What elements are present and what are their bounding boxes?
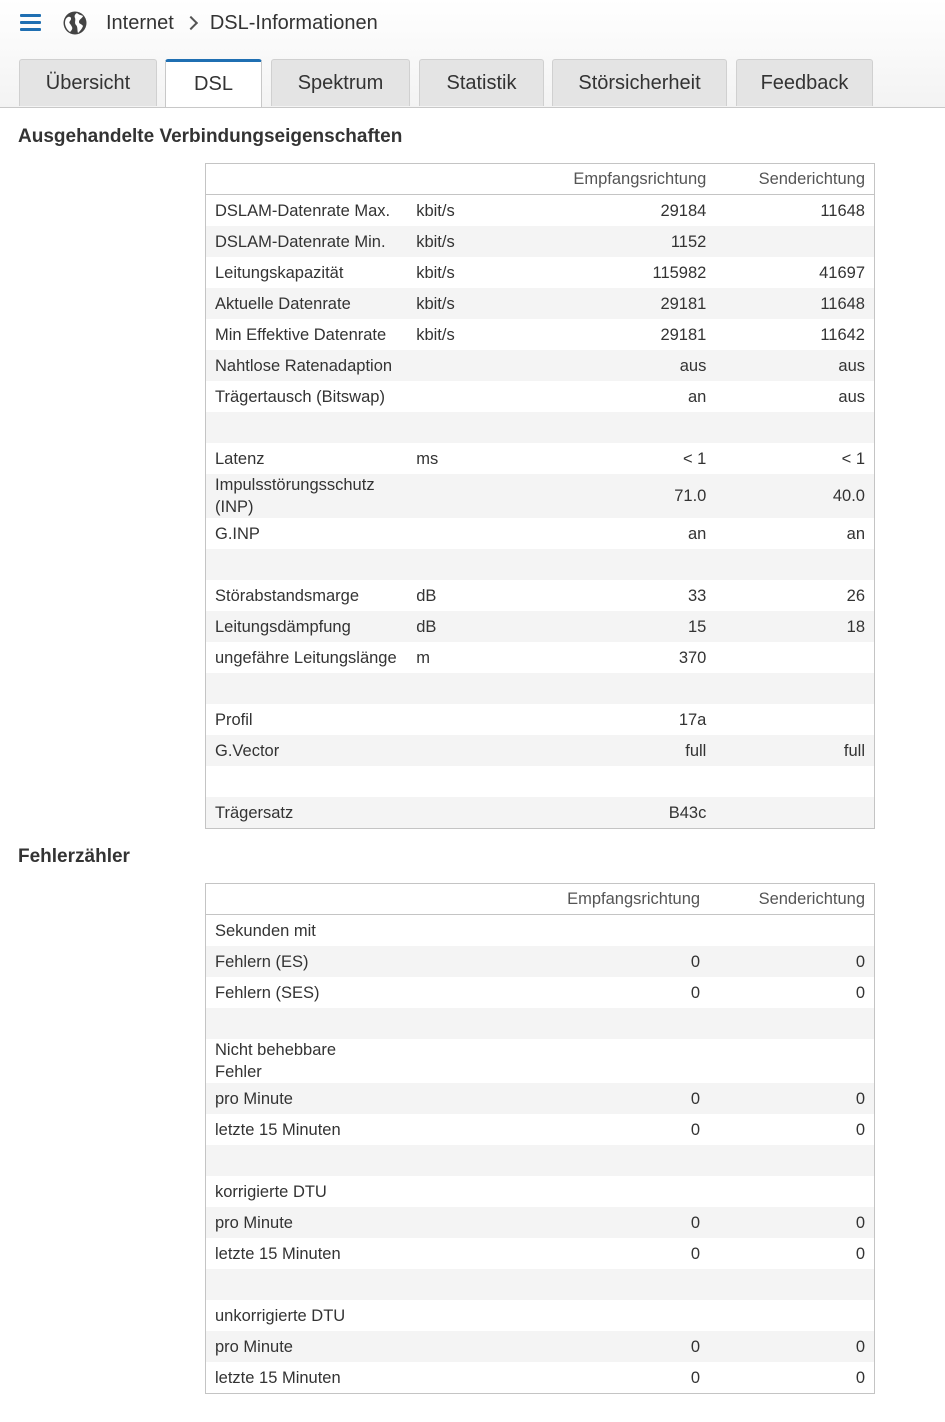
row-label: DSLAM-Datenrate Min. [206,226,408,257]
row-value-rx: 115982 [508,257,716,288]
row-value-tx [715,673,874,704]
table-row [206,977,875,1008]
row-value-tx [709,1300,874,1331]
section-title-connection: Ausgehandelte Verbindungseigenschaften [18,126,403,147]
row-unit: dB [407,580,508,611]
row-value-rx [508,549,716,580]
tab-dsl[interactable]: DSL [165,59,262,108]
table-row [206,1269,875,1300]
row-label: G.Vector [206,735,408,766]
row-value-tx: 11648 [715,288,874,319]
tab-uebersicht[interactable]: Übersicht [19,59,157,106]
row-label [206,412,408,443]
row-unit [393,1362,491,1394]
row-value-tx: aus [715,350,874,381]
row-value-rx: 0 [491,1083,709,1114]
row-label [206,673,408,704]
row-unit: dB [407,611,508,642]
row-value-tx [715,412,874,443]
row-unit: kbit/s [407,226,508,257]
row-label: Störabstandsmarge [206,580,408,611]
row-value-tx: aus [715,381,874,412]
row-value-tx: 0 [709,1114,874,1145]
table-row [206,1114,875,1145]
row-value-tx [709,1269,874,1300]
row-unit [393,1083,491,1114]
row-unit: kbit/s [407,288,508,319]
breadcrumb [106,10,378,36]
table-row [206,319,875,350]
table-row [206,1300,875,1331]
row-label: Fehlern (ES) [206,946,394,977]
row-label: pro Minute [206,1083,394,1114]
row-value-rx: 15 [508,611,716,642]
row-value-tx: 18 [715,611,874,642]
table-row [206,766,875,797]
row-unit [407,518,508,549]
row-unit: kbit/s [407,257,508,288]
row-label: Sekunden mit [206,915,394,947]
table-row [206,915,875,947]
tab-stoersicherheit[interactable]: Störsicherheit [552,59,727,106]
row-value-rx: 29181 [508,319,716,350]
row-unit [407,350,508,381]
row-label: korrigierte DTU [206,1176,394,1207]
row-value-tx: 0 [709,1083,874,1114]
row-value-tx: 0 [709,946,874,977]
row-unit [393,1331,491,1362]
table-row [206,797,875,829]
table-row [206,1238,875,1269]
row-unit [393,1176,491,1207]
row-value-tx: 40.0 [715,474,874,518]
row-value-rx: 0 [491,1207,709,1238]
row-value-tx: an [715,518,874,549]
table-row [206,257,875,288]
column-header [206,884,394,915]
row-label: Aktuelle Datenrate [206,288,408,319]
table-row [206,412,875,443]
table-header-row [206,164,875,195]
row-value-rx: B43c [508,797,716,829]
row-label: Trägertausch (Bitswap) [206,381,408,412]
row-unit: ms [407,443,508,474]
row-value-tx: 41697 [715,257,874,288]
row-unit [407,704,508,735]
row-label: Latenz [206,443,408,474]
hamburger-menu-icon[interactable] [19,12,43,32]
row-unit [407,735,508,766]
row-value-rx: 33 [508,580,716,611]
table-row [206,735,875,766]
row-label: letzte 15 Minuten [206,1362,394,1394]
table-row [206,642,875,673]
row-unit [393,1008,491,1039]
row-label: Fehlern (SES) [206,977,394,1008]
row-value-rx [508,673,716,704]
row-unit [407,381,508,412]
row-unit [393,1269,491,1300]
row-unit [407,412,508,443]
section-title-errors: Fehlerzähler [18,846,130,867]
row-value-rx: 17a [508,704,716,735]
table-row [206,1008,875,1039]
table-row [206,1207,875,1238]
row-label [206,1145,394,1176]
table-row [206,226,875,257]
row-value-tx: full [715,735,874,766]
row-value-tx [715,642,874,673]
tab-statistik[interactable]: Statistik [419,59,544,106]
column-header [393,884,491,915]
row-value-rx [491,1008,709,1039]
row-label: unkorrigierte DTU [206,1300,394,1331]
table-row [206,1362,875,1394]
row-value-tx: 11642 [715,319,874,350]
row-label: DSLAM-Datenrate Max. [206,195,408,227]
row-unit [393,1145,491,1176]
row-label: pro Minute [206,1331,394,1362]
row-unit [393,1207,491,1238]
table-row [206,1145,875,1176]
row-value-rx: 1152 [508,226,716,257]
row-value-tx: 0 [709,1331,874,1362]
row-value-rx [491,1269,709,1300]
row-label: Min Effektive Datenrate [206,319,408,350]
tab-feedback[interactable]: Feedback [736,59,873,106]
row-unit [407,797,508,829]
row-unit [407,766,508,797]
row-value-tx [715,704,874,735]
row-value-rx [491,1145,709,1176]
top-bar [0,0,945,108]
table-row [206,518,875,549]
row-label [206,1269,394,1300]
row-label [206,1008,394,1039]
row-value-tx: 0 [709,1207,874,1238]
table-row [206,946,875,977]
row-value-tx: 26 [715,580,874,611]
row-value-tx [709,1176,874,1207]
row-value-tx [709,1039,874,1083]
row-value-rx: 0 [491,946,709,977]
chevron-right-icon [184,16,198,30]
table-row [206,288,875,319]
row-label: pro Minute [206,1207,394,1238]
row-unit [393,977,491,1008]
row-label: ungefähre Leitungslänge [206,642,408,673]
column-header-tx: Senderichtung [709,884,874,915]
row-unit: kbit/s [407,319,508,350]
row-label [206,766,408,797]
row-label: Impulsstörungsschutz (INP) [206,474,408,518]
column-header-rx: Empfangsrichtung [508,164,716,195]
row-label: Leitungskapazität [206,257,408,288]
row-label [206,549,408,580]
row-value-rx: aus [508,350,716,381]
row-value-tx: 0 [709,1238,874,1269]
row-value-tx: 0 [709,977,874,1008]
row-value-rx: full [508,735,716,766]
table-row [206,704,875,735]
row-unit [407,673,508,704]
row-value-tx [715,226,874,257]
column-header-rx: Empfangsrichtung [491,884,709,915]
table-row [206,673,875,704]
row-value-rx: 0 [491,1331,709,1362]
row-value-rx: 71.0 [508,474,716,518]
table-row [206,611,875,642]
row-unit: m [407,642,508,673]
breadcrumb-internet[interactable]: Internet [106,11,174,34]
column-header-tx: Senderichtung [715,164,874,195]
row-unit: kbit/s [407,195,508,227]
row-value-rx: 0 [491,977,709,1008]
row-label: Profil [206,704,408,735]
row-value-tx [709,915,874,947]
table-row [206,580,875,611]
table-header-row [206,884,875,915]
table-row [206,1039,875,1083]
globe-icon [62,10,88,36]
table-row [206,443,875,474]
row-value-rx [491,1300,709,1331]
row-label: Nahtlose Ratenadaption [206,350,408,381]
row-value-rx: 0 [491,1238,709,1269]
table-row [206,1176,875,1207]
row-unit [393,1039,491,1083]
table-row [206,1331,875,1362]
table-row [206,195,875,227]
table-row [206,350,875,381]
row-unit [393,946,491,977]
row-value-rx: 29181 [508,288,716,319]
row-value-rx: 29184 [508,195,716,227]
row-label: G.INP [206,518,408,549]
row-unit [407,549,508,580]
row-value-tx [715,766,874,797]
row-unit [407,474,508,518]
tab-spektrum[interactable]: Spektrum [271,59,410,106]
row-value-rx: an [508,518,716,549]
row-value-tx [715,797,874,829]
table-row [206,474,875,518]
table-row [206,381,875,412]
row-value-rx [508,766,716,797]
row-unit [393,1238,491,1269]
table-row [206,1083,875,1114]
row-label: letzte 15 Minuten [206,1238,394,1269]
row-value-rx [508,412,716,443]
row-label: Nicht behebbare Fehler [206,1039,394,1083]
row-label: letzte 15 Minuten [206,1114,394,1145]
connection-properties-table [205,163,875,829]
row-value-tx: 0 [709,1362,874,1394]
row-label: Trägersatz [206,797,408,829]
row-unit [393,915,491,947]
row-value-rx: < 1 [508,443,716,474]
row-unit [393,1114,491,1145]
row-value-rx [491,915,709,947]
row-value-rx [491,1039,709,1083]
column-header [407,164,508,195]
row-label: Leitungsdämpfung [206,611,408,642]
row-value-rx: 0 [491,1114,709,1145]
row-value-tx [715,549,874,580]
table-row [206,549,875,580]
row-value-rx [491,1176,709,1207]
column-header [206,164,408,195]
row-value-tx [709,1145,874,1176]
row-value-rx: an [508,381,716,412]
row-value-rx: 370 [508,642,716,673]
row-value-tx [709,1008,874,1039]
row-value-tx: < 1 [715,443,874,474]
row-unit [393,1300,491,1331]
error-counter-table [205,883,875,1394]
row-value-rx: 0 [491,1362,709,1394]
row-value-tx: 11648 [715,195,874,227]
breadcrumb-current: DSL-Informationen [209,11,378,34]
